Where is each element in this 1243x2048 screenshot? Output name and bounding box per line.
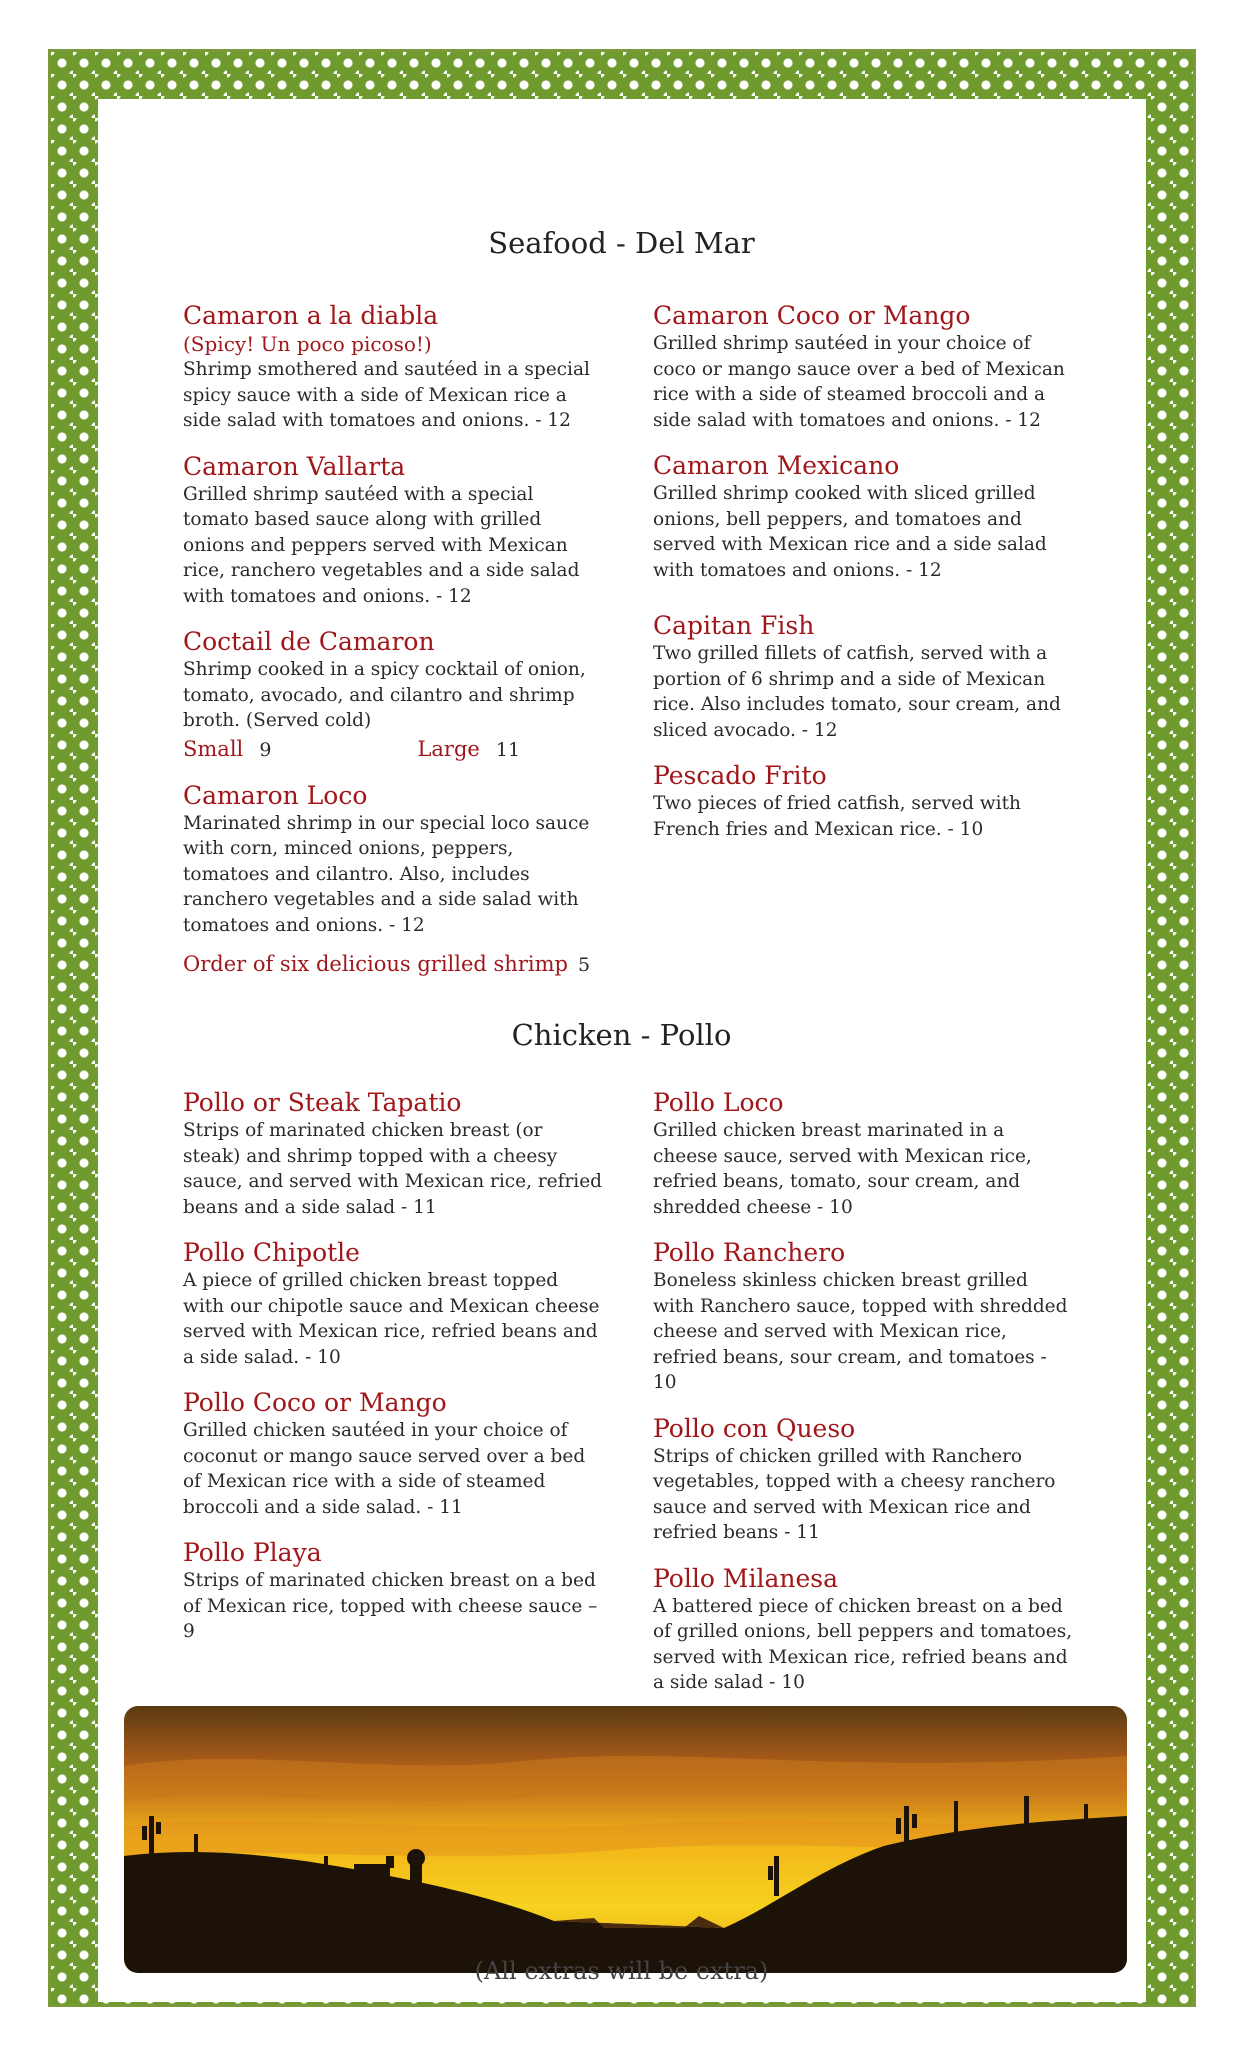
large-price: 11 [495, 738, 521, 761]
item-name: Camaron Coco or Mango [653, 301, 971, 330]
item-description: Grilled shrimp cooked with sliced grilled onions, bell peppers, and tomatoes and served with Mexican rice and a side salad with tomatoes and onions. - 12 [653, 483, 1047, 581]
item-description: Grilled shrimp sautéed with a special tomato based sauce along with grilled onions and peppers served with Mexican rice, ranchero vegetables and a side salad with tomatoes and onions. - 12 [183, 483, 580, 607]
menu-item [183, 781, 603, 939]
menu-item [183, 301, 603, 434]
menu-item [183, 1238, 603, 1370]
item-name: Pollo Chipotle [183, 1238, 360, 1267]
item-description: Strips of marinated chicken breast on a bed of Mexican rice, topped with cheese sauce – 9 [183, 1570, 598, 1642]
item-name: Camaron a la diabla [183, 301, 439, 330]
item-description: Marinated shrimp in our special loco sauce with corn, minced onions, peppers, tomatoes and cilantro. Also, includes ranchero vegetables and a side salad with tomatoes and onions. - 12 [183, 812, 590, 936]
menu-item [653, 1088, 1073, 1220]
menu-item [653, 1238, 1073, 1396]
menu-item [183, 1088, 603, 1220]
menu-item [653, 301, 1073, 433]
seafood-left-column [183, 301, 603, 979]
menu-item [653, 451, 1073, 583]
menu-item [653, 611, 1073, 743]
item-name: Coctail de Camaron [183, 627, 435, 656]
seafood-right-column [653, 301, 1073, 860]
item-name: Pescado Frito [653, 761, 827, 790]
menu-item [653, 761, 1073, 842]
item-description: Grilled shrimp sautéed in your choice of coco or mango sauce over a bed of Mexican rice with a side of steamed broccoli and a side salad with tomatoes and onions. - 12 [653, 333, 1065, 431]
extra-label: Order of six delicious grilled shrimp [183, 952, 568, 976]
small-label: Small [183, 736, 244, 761]
footnote: (All extras will be extra) [474, 1957, 769, 1985]
chicken-left-column [183, 1088, 603, 1663]
size-price-row [183, 736, 603, 763]
item-description: Boneless skinless chicken breast grilled with Ranchero sauce, topped with shredded cheese and served with Mexican rice, refried beans, sour cream, and tomatoes - 10 [653, 1270, 1068, 1393]
item-name: Pollo Playa [183, 1538, 322, 1567]
menu-item [653, 1564, 1073, 1696]
item-name: Camaron Mexicano [653, 451, 900, 480]
item-name: Pollo Milanesa [653, 1563, 838, 1593]
item-name: Camaron Loco [183, 780, 368, 810]
chicken-section-title: Chicken - Pollo [511, 1018, 732, 1052]
menu-item [183, 1538, 603, 1645]
menu-item [653, 1414, 1073, 1546]
item-name: Camaron Vallarta [183, 451, 406, 481]
item-description: Two grilled fillets of catfish, served with a portion of 6 shrimp and a side of Mexican rice. Also includes tomato, sour cream, and sliced avocado. - 12 [653, 643, 1061, 741]
menu-item [183, 452, 603, 610]
extra-shrimp-line [183, 950, 603, 979]
item-description: Two pieces of fried catfish, served with French fries and Mexican rice. - 10 [653, 793, 1021, 840]
item-description: A piece of grilled chicken breast topped with our chipotle sauce and Mexican cheese served with Mexican rice, refried beans and a side salad. - 10 [183, 1270, 600, 1368]
extra-price: 5 [577, 954, 591, 976]
item-description: Grilled chicken sautéed in your choice of coconut or mango sauce served over a bed of Mexican rice with a side of steamed broccoli and a side salad. - 11 [183, 1420, 586, 1518]
seafood-section-title: Seafood - Del Mar [488, 226, 755, 260]
item-name: Pollo con Queso [653, 1413, 856, 1443]
item-name: Pollo Coco or Mango [183, 1388, 447, 1417]
item-name: Pollo or Steak Tapatio [183, 1088, 462, 1117]
item-description: Shrimp cooked in a spicy cocktail of onion, tomato, avocado, and cilantro and shrimp broth. (Served cold) [183, 659, 586, 731]
item-name: Pollo Ranchero [653, 1238, 846, 1267]
sunset-painting [124, 1706, 1127, 1973]
menu-item [183, 627, 603, 763]
item-name: Capitan Fish [653, 611, 815, 640]
item-description: Shrimp smothered and sautéed in a special spicy sauce with a side of Mexican rice a side salad with tomatoes and onions. - 12 [183, 359, 590, 431]
item-name: Pollo Loco [653, 1088, 784, 1117]
item-description: Strips of chicken grilled with Ranchero vegetables, topped with a cheesy ranchero sauce and served with Mexican rice and refried beans - 11 [653, 1445, 1056, 1543]
item-note: (Spicy! Un poco picoso!) [183, 332, 432, 356]
item-description: A battered piece of chicken breast on a bed of grilled onions, bell peppers and tomatoes, served with Mexican rice, refried beans and a side salad - 10 [653, 1595, 1073, 1693]
menu-item [183, 1388, 603, 1520]
item-description: Strips of marinated chicken breast (or steak) and shrimp topped with a cheesy sauce, and served with Mexican rice, refried beans and a side salad - 11 [183, 1120, 603, 1218]
chicken-right-column [653, 1088, 1073, 1714]
small-price: 9 [259, 738, 272, 761]
item-description: Grilled chicken breast marinated in a cheese sauce, served with Mexican rice, refried beans, tomato, sour cream, and shredded cheese - 10 [653, 1120, 1032, 1218]
large-label: Large [417, 736, 480, 761]
